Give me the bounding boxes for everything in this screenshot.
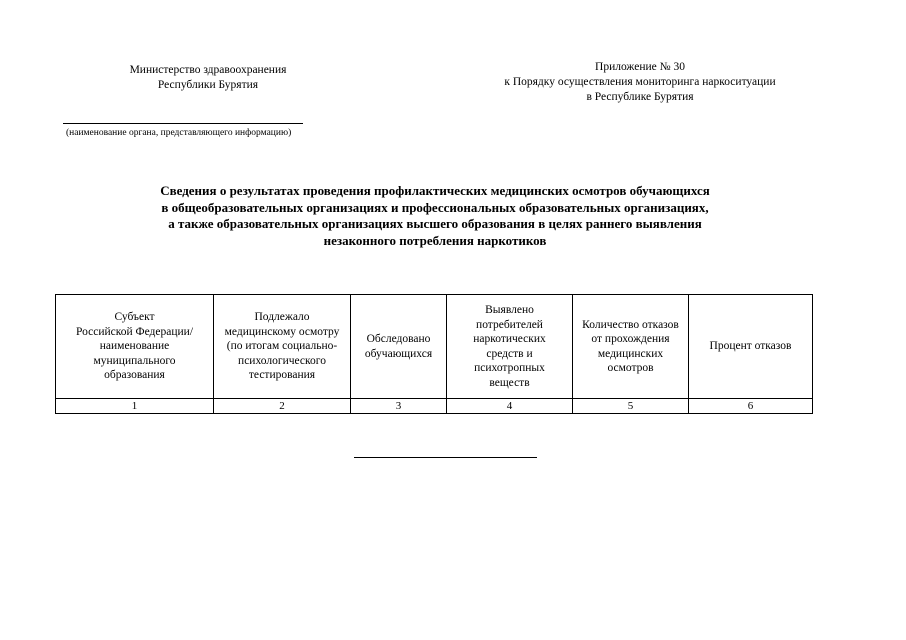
column-number: 1 <box>56 399 214 414</box>
title-line-4: незаконного потребления наркотиков <box>323 232 547 248</box>
ministry-header <box>108 63 308 93</box>
title-line-2: в общеобразовательных организациях и профессиональных образовательных организациях, <box>161 199 709 215</box>
title-line-1: Сведения о результатах проведения профилактических медицинских осмотров обучающихся <box>160 183 710 198</box>
header-examined: Обследовано обучающихся <box>351 295 447 399</box>
ministry-line-1: Министерство здравоохранения <box>129 64 287 76</box>
column-number: 5 <box>573 399 689 414</box>
header-refusals-count: Количество отказов от прохождения медицинских осмотров <box>573 295 689 399</box>
header-subject-to-exam: Подлежало медицинскому осмотру (по итогам социально- психологического тестирования <box>214 295 351 399</box>
ministry-line-2: Республики Бурятия <box>157 79 259 91</box>
appendix-line-3: в Республике Бурятия <box>586 91 694 103</box>
column-number: 4 <box>447 399 573 414</box>
column-number: 2 <box>214 399 351 414</box>
column-number-row <box>56 399 813 414</box>
appendix-header <box>470 60 810 105</box>
document-title <box>80 183 790 249</box>
title-line-3: а также образовательных организациях высшего образования в целях раннего выявления <box>168 216 702 231</box>
column-number: 3 <box>351 399 447 414</box>
appendix-line-2: к Порядку осуществления мониторинга наркоситуации <box>504 76 776 88</box>
footer-divider <box>354 457 537 458</box>
header-subject: Субъект Российской Федерации/ наименование муниципального образования <box>56 295 214 399</box>
org-name-caption: (наименование органа, представляющего информацию) <box>66 128 292 138</box>
column-number: 6 <box>689 399 813 414</box>
appendix-line-1: Приложение № 30 <box>595 61 685 73</box>
header-refusals-percent: Процент отказов <box>689 295 813 399</box>
table-header-row <box>56 295 813 399</box>
report-table <box>55 294 813 414</box>
org-name-underline <box>63 123 303 124</box>
header-detected: Выявлено потребителей наркотических средств и психотропных веществ <box>447 295 573 399</box>
